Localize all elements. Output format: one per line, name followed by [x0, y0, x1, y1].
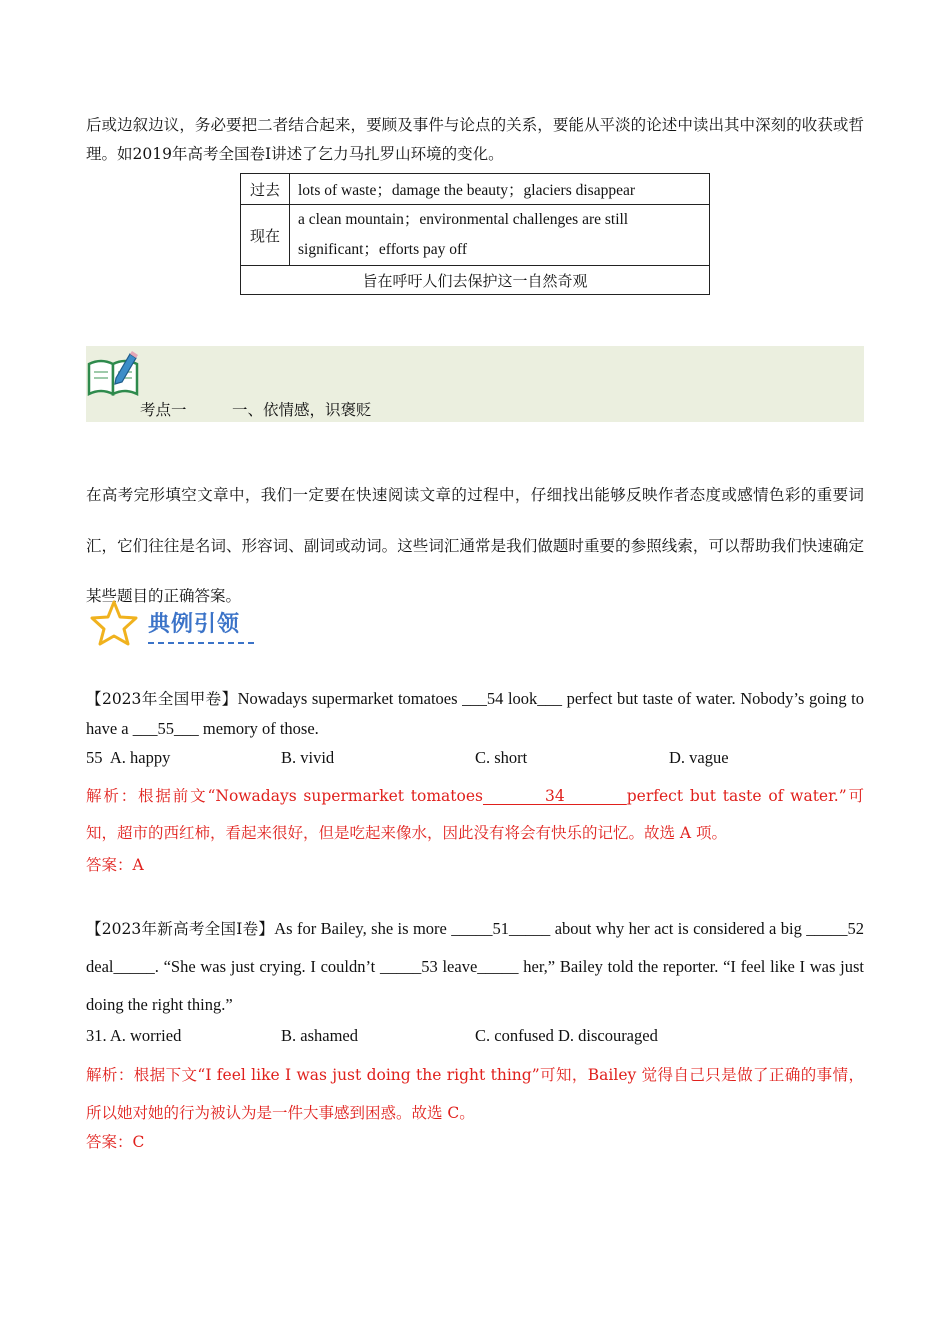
example1-analysis-part2: perfect but taste of water.”可知，超市的西红柿，看起来很好，但是吃起来像水，因此没有将会有快乐的记忆。故选 A 项。 [86, 787, 864, 842]
example2-question-number: 31. [86, 1026, 107, 1045]
example1-blank54: ___54 look___ [462, 689, 563, 708]
example1-text3: memory of those. [198, 719, 319, 738]
section-banner [86, 346, 864, 422]
banner-label: 考点一 [140, 401, 187, 419]
example2-text3: . “She was just crying. I couldn’t [154, 957, 380, 976]
example2-question [86, 910, 864, 1024]
example2-blank53: _____53 leave_____ [379, 957, 519, 976]
table-key-past: 过去 [241, 174, 290, 205]
example1-blank55: ___55___ [132, 719, 199, 738]
table-value-present-line1: a clean mountain；environmental challenges are still [298, 211, 629, 228]
intro-paragraph: 后或边叙边议，务必要把二者结合起来，要顾及事件与论点的关系，要能从平淡的论述中读出其中深刻的收获或哲理。如2019年高考全国卷Ⅰ讲述了乞力马扎罗山环境的变化。 [86, 116, 864, 163]
example1-option-d: D. vague [669, 748, 729, 767]
example2-blank51: _____51_____ [451, 919, 551, 938]
body-paragraph: 在高考完形填空文章中，我们一定要在快速阅读文章的过程中，仔细找出能够反映作者态度或感情色彩的重要词汇，它们往往是名词、形容词、副词或动词。这些词汇通常是我们做题时重要的参照线索，可以帮助我们快速确定某些题目的正确答案。 [86, 486, 864, 605]
example-heading: 典例引领 [148, 612, 241, 637]
example1-analysis-part1: 解析：根据前文“Nowadays supermarket tomatoes [86, 787, 483, 805]
example2-analysis: 解析：根据下文“I feel like I was just doing the right thing”可知，Bailey 觉得自己只是做了正确的事情，所以她对她的行为被认为是一件大事感到困惑。故选 C。 [86, 1066, 864, 1122]
example2-text2: about why her act is considered a big [550, 919, 807, 938]
example1-analysis-blank: ________34________ [482, 787, 627, 805]
example2-option-a [86, 1026, 181, 1046]
table-summary: 旨在呼吁人们去保护这一自然奇观 [241, 266, 710, 295]
example2-text4: her,” Bailey told the reporter. “I feel like I was just doing the right thing.” [86, 957, 864, 1014]
example1-option-a-text: A. happy [109, 748, 171, 767]
example1-option-a [86, 748, 170, 768]
table-value-present [290, 205, 710, 266]
example2-option-b: B. ashamed [281, 1026, 358, 1045]
example1-question [86, 684, 864, 743]
example2-option-cd: C. confused D. discouraged [475, 1026, 658, 1045]
example1-text1: Nowadays supermarket tomatoes [237, 689, 463, 708]
example2-answer: 答案：C [86, 1133, 145, 1151]
example1-analysis [86, 778, 864, 852]
example2-source: 【2023年新高考全国Ⅰ卷】 [86, 920, 275, 938]
example1-answer: 答案：A [86, 856, 144, 874]
open-book-icon [86, 350, 142, 398]
example2-option-a-text: A. worried [109, 1026, 182, 1045]
table-key-present: 现在 [241, 205, 290, 266]
comparison-table [240, 173, 710, 295]
example1-text2: perfect but taste of water. Nobody’s going to have a [86, 689, 864, 738]
example-heading-underline [148, 642, 254, 644]
example2-blank52: _____52 deal_____ [86, 919, 864, 976]
table-value-present-line2: significant；efforts pay off [298, 241, 468, 258]
banner-title: 一、依情感，识褒贬 [232, 401, 372, 419]
example1-source: 【2023年全国甲卷】 [86, 690, 238, 708]
example1-question-number: 55 [86, 748, 103, 767]
example1-option-c: C. short [475, 748, 528, 767]
example2-text1: As for Bailey, she is more [274, 919, 452, 938]
example1-option-b: B. vivid [281, 748, 335, 767]
table-value-past: lots of waste；damage the beauty；glaciers disappear [290, 174, 710, 205]
star-icon [88, 599, 140, 647]
